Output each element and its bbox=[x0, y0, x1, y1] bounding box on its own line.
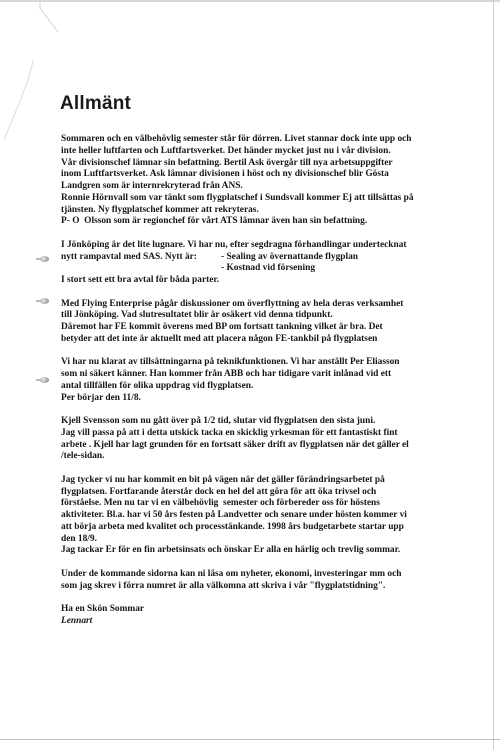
text-line: Sommaren och en välbehövlig semester står för dörren. Livet stannar dock inte upp och bbox=[61, 134, 412, 144]
text-line: till Jönköping. Vad slutresultatet blir är osäkert vid denna tidpunkt. bbox=[61, 310, 333, 321]
text-line: Jag tackar Er för en fin arbetsinsats och önskar Er alla en härlig och trevlig sommar. bbox=[61, 545, 401, 556]
signature: Lennart bbox=[61, 615, 93, 626]
text-line: P- O Olsson som är regionchef för vårt ATS lämnar även han sin befattning. bbox=[61, 216, 368, 227]
text-line: Kjell Svensson som nu gått över på 1/2 tid, slutar vid flygplatsen den sista juni. bbox=[61, 416, 376, 426]
punch-hole-mark bbox=[40, 256, 49, 262]
paragraph bbox=[61, 134, 451, 228]
text-line-lead: nytt rampavtal med SAS. Nytt är: bbox=[61, 251, 197, 262]
paragraph bbox=[61, 416, 451, 463]
text-line: betyder att det inte är aktuellt med att placera någon FE-tankbil på flygplatsen bbox=[61, 333, 378, 344]
text-line: I stort sett ett bra avtal för båda parter. bbox=[61, 275, 220, 285]
text-line: flygplatsen. Fortfarande återstår dock en hel del att göra för att öka trivsel och bbox=[61, 486, 377, 497]
text-line bbox=[61, 252, 451, 264]
text-line: aktiviteter. Bl.a. har vi 50 års festen på Landvetter och senare under hösten kommer vi bbox=[61, 510, 407, 520]
text-line: I Jönköping är det lite lugnare. Vi har nu, efter segdragna förhandlingar undertecknat bbox=[61, 239, 407, 250]
text-line: Med Flying Enterprise pågår diskussioner om överflyttning av hela deras verksamhet bbox=[61, 298, 404, 309]
list-item: - Kostnad vid försening bbox=[221, 263, 316, 274]
text-line: /tele-sidan. bbox=[61, 451, 105, 462]
page-title: Allmänt bbox=[60, 93, 132, 114]
list-item: - Sealing av övernattande flygplan bbox=[221, 251, 358, 262]
text-line: Vår divisionschef lämnar sin befattning. Bertil Ask övergår till nya arbetsuppgifter bbox=[61, 157, 393, 168]
paragraph bbox=[61, 240, 451, 287]
punch-hole-mark bbox=[40, 377, 49, 383]
text-line: den 18/9. bbox=[61, 533, 97, 544]
text-line: Under de kommande sidorna kan ni läsa om nyheter, ekonomi, investeringar mm och bbox=[61, 568, 402, 579]
punch-hole-mark bbox=[40, 298, 49, 304]
text-line: som ni säkert känner. Han kommer från ABB och har tidigare varit inlånad vid ett bbox=[61, 369, 392, 379]
paragraph bbox=[61, 357, 451, 404]
page-right-edge bbox=[493, 0, 494, 750]
text-line: Däremot har FE kommit överens med BP om fortsatt tankning vilket är bra. Det bbox=[61, 322, 383, 332]
text-line: Jag vill passa på att i detta utskick tacka en skicklig yrkesman för ett fantastiskt fint bbox=[61, 427, 398, 438]
text-line: tjänsten. Ny flygplatschef kommer att rekryteras. bbox=[61, 204, 259, 215]
text-line: Landgren som är internrekryterad från ANS. bbox=[61, 181, 243, 191]
text-line: som jag skrev i förra numret är alla välkomna att skriva i vår "flygplatstidning". bbox=[61, 580, 386, 591]
text-line: Jag tycker vi nu har kommit en bit på vägen när det gäller förändringsarbetet på bbox=[61, 474, 385, 485]
paragraph bbox=[61, 299, 451, 346]
text-line: Vi har nu klarat av tillsättningarna på teknikfunktionen. Vi har anställt Per Eliasson bbox=[61, 357, 400, 368]
text-line: inte heller luftfarten och Luftfartsverket. Det händer mycket just nu i vår division. bbox=[61, 145, 391, 156]
text-line: arbete . Kjell har lagt grunden för en fortsatt säker drift av flygplatsen när det gäller el bbox=[61, 439, 409, 450]
page-top-edge bbox=[0, 0, 500, 2]
text-line: förståelse. Men nu tar vi en välbehövlig semester och förbereder oss för höstens bbox=[61, 498, 380, 509]
page-bottom-edge bbox=[0, 739, 500, 740]
paragraph bbox=[61, 569, 451, 593]
paragraph bbox=[61, 475, 451, 557]
text-line: inom Luftfartsverket. Ask lämnar divisionen i höst och ny divisionschef blir Gösta bbox=[61, 169, 389, 180]
text-line bbox=[61, 263, 451, 275]
text-line: antal tillfällen för olika uppdrag vid flygplatsen. bbox=[61, 380, 254, 391]
closing-line: Ha en Skön Sommar bbox=[61, 604, 145, 614]
text-line: Ronnie Hörnvall som var tänkt som flygplatschef i Sundsvall kommer Ej att tillsättas på bbox=[61, 192, 414, 203]
article-body bbox=[61, 134, 451, 628]
text-line: att börja arbeta med kvalitet och processtänkande. 1998 års budgetarbete startar upp bbox=[61, 521, 404, 532]
text-line: Per börjar den 11/8. bbox=[61, 392, 141, 403]
